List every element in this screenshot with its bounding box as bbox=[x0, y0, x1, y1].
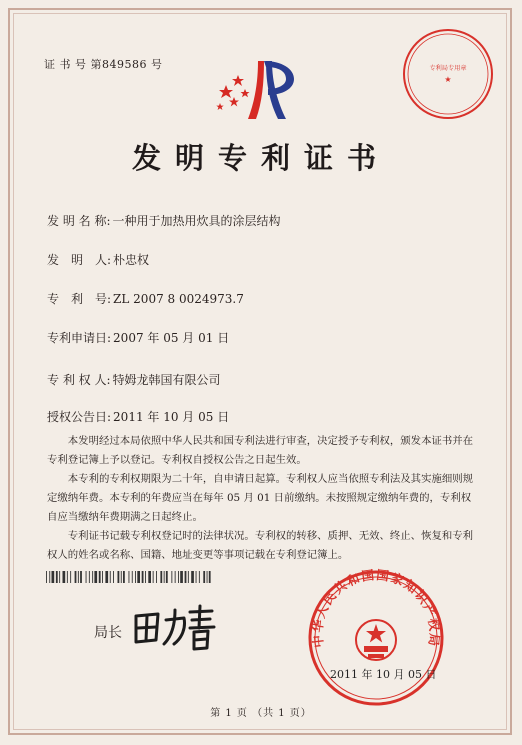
certificate-body bbox=[47, 432, 477, 565]
barcode-bar bbox=[70, 571, 71, 583]
barcode-bar bbox=[164, 571, 165, 583]
field-label: 专 利 号: bbox=[47, 292, 112, 306]
barcode-bar bbox=[199, 571, 200, 583]
field-label: 授权公告日: bbox=[47, 410, 112, 424]
barcode-bar bbox=[178, 571, 179, 583]
barcode-bar bbox=[86, 571, 87, 583]
barcode-bar bbox=[75, 571, 77, 583]
field-value: 朴忠权 bbox=[113, 253, 150, 267]
barcode-bar bbox=[113, 571, 114, 583]
barcode-bar bbox=[175, 571, 176, 583]
barcode-bar bbox=[191, 571, 194, 583]
body-paragraph: 本专利的专利权期限为二十年，自申请日起算。专利权人应当依照专利法及其实施细则规定缴纳年费。本专利的年费应当在每年 05 月 01 日前缴纳。未按照规定缴纳年费的，专利权自应当缴纳年费期满之日起终止。 bbox=[47, 473, 474, 523]
barcode-bar bbox=[160, 571, 162, 583]
barcode-bar bbox=[67, 571, 68, 583]
barcode-bar bbox=[129, 571, 130, 583]
field-grant-date bbox=[47, 408, 229, 425]
barcode-bar bbox=[46, 571, 47, 583]
barcode-bar bbox=[94, 571, 97, 583]
barcode-bar bbox=[166, 571, 168, 583]
field-application-date bbox=[47, 329, 229, 346]
barcode-bar bbox=[145, 571, 146, 583]
signature-icon bbox=[128, 598, 220, 654]
field-inventor bbox=[47, 251, 149, 268]
barcode-bar bbox=[148, 571, 151, 583]
svg-text:★: ★ bbox=[444, 75, 452, 84]
field-patent-number bbox=[47, 290, 244, 307]
barcode-bar bbox=[171, 571, 172, 583]
barcode-bar bbox=[137, 571, 140, 583]
field-value: 一种用于加热用炊具的涂层结构 bbox=[112, 214, 281, 228]
barcode-bar bbox=[207, 571, 208, 583]
field-label: 发 明 人: bbox=[47, 253, 112, 267]
barcode-bar bbox=[203, 571, 205, 583]
body-paragraph: 本发明经过本局依照中华人民共和国专利法进行审查，决定授予专利权，颁发本证书并在专利登记簿上予以登记。专利权自授权公告之日起生效。 bbox=[47, 435, 474, 466]
barcode-bar bbox=[142, 571, 144, 583]
barcode-bar bbox=[209, 571, 211, 583]
barcode-bar bbox=[56, 571, 58, 583]
field-value: ZL 2007 8 0024973.7 bbox=[113, 292, 244, 306]
field-value: 2011 年 10 月 05 日 bbox=[113, 410, 230, 424]
patent-office-logo-icon bbox=[212, 55, 308, 125]
field-value: 2007 年 05 月 01 日 bbox=[113, 331, 230, 345]
barcode-bar bbox=[153, 571, 154, 583]
page-number: 第 1 页 （共 1 页） bbox=[210, 708, 312, 719]
barcode-bar bbox=[188, 571, 189, 583]
barcode-bar bbox=[185, 571, 187, 583]
barcode-bar bbox=[135, 571, 136, 583]
barcode-bar bbox=[102, 571, 103, 583]
certificate-number: 证 书 号 第849586 号 bbox=[44, 58, 163, 71]
national-ip-office-seal-icon bbox=[306, 568, 446, 708]
issue-date: 2011 年 10 月 05 日 bbox=[330, 668, 437, 681]
barcode-bar bbox=[89, 571, 90, 583]
barcode-bar bbox=[99, 571, 101, 583]
barcode-bar bbox=[196, 571, 197, 583]
barcode-bar bbox=[121, 571, 122, 583]
field-invention-name bbox=[47, 212, 281, 229]
signatory-title: 局长 bbox=[94, 625, 122, 641]
barcode-bar bbox=[52, 571, 55, 583]
barcode-bar bbox=[156, 571, 157, 583]
barcode-icon bbox=[46, 571, 212, 583]
field-label: 专利申请日: bbox=[47, 331, 112, 345]
barcode-bar bbox=[63, 571, 66, 583]
barcode-bar bbox=[132, 571, 133, 583]
barcode-bar bbox=[59, 571, 60, 583]
barcode-bar bbox=[110, 571, 111, 583]
field-value: 特姆龙韩国有限公司 bbox=[112, 373, 221, 387]
body-paragraph: 专利证书记载专利权登记时的法律状况。专利权的转移、质押、无效、终止、恢复和专利权人的姓名或名称、国籍、地址变更等事项记载在专利登记簿上。 bbox=[47, 530, 474, 561]
barcode-bar bbox=[123, 571, 125, 583]
barcode-bar bbox=[78, 571, 79, 583]
barcode-bar bbox=[118, 571, 120, 583]
field-label: 发 明 名 称: bbox=[47, 214, 111, 228]
field-patentee bbox=[47, 371, 221, 388]
field-label: 专 利 权 人: bbox=[47, 373, 111, 387]
barcode-bar bbox=[92, 571, 93, 583]
patent-office-seal-icon bbox=[400, 26, 496, 122]
barcode-bar bbox=[180, 571, 183, 583]
page-title: 发明专利证书 bbox=[131, 141, 390, 175]
barcode-bar bbox=[105, 571, 108, 583]
seal-main-text: 中华人民共和国国家知识产权局 bbox=[309, 568, 443, 649]
barcode-bar bbox=[80, 571, 82, 583]
barcode-bar bbox=[49, 571, 50, 583]
seal-top-text: 专利局专用章 bbox=[429, 65, 467, 72]
